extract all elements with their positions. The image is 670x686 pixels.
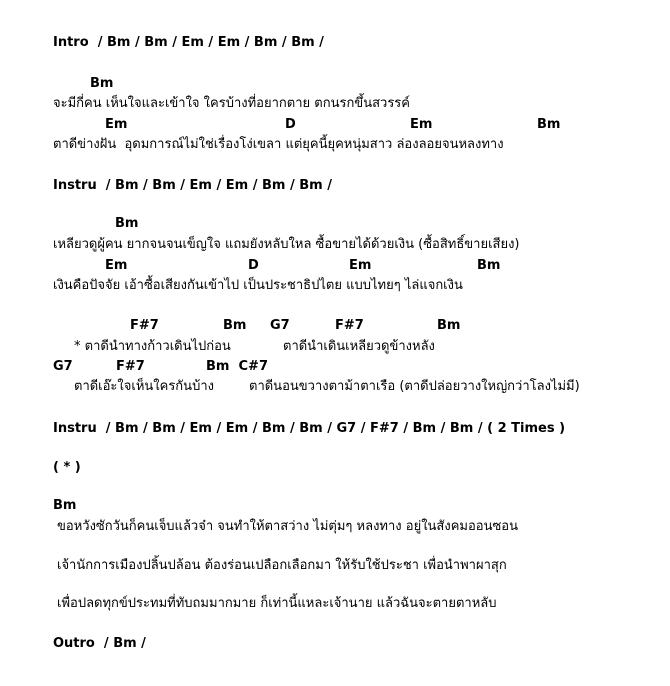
chord: G7 [270, 318, 290, 333]
chord: G7 [53, 359, 73, 374]
lyric-line: ตาดีนอนขวางตาม้าตาเรือ (ตาดีปล่อยวางใหญ่กว่าโลงไม่มี) [249, 379, 580, 394]
lyric-line: ตาดีนำเดินเหลียวดูข้างหลัง [283, 339, 435, 354]
chord: Bm [477, 258, 501, 273]
chord: Bm C#7 [206, 359, 268, 374]
chord: Bm [437, 318, 461, 333]
lyric-line: ขอหวังซักวันก็คนเจ็บแล้วจ๋า จนทำให้ตาสว่าง ไม่ตุ่มๆ หลงทาง อยู่ในสังคมออนซอน [57, 519, 518, 534]
chord: Em [349, 258, 372, 273]
chord: F#7 [116, 359, 145, 374]
chord: Em [410, 117, 433, 132]
instru-line: Instru / Bm / Bm / Em / Em / Bm / Bm / [53, 178, 332, 193]
repeat-mark: ( * ) [53, 460, 81, 475]
instru-line: Instru / Bm / Bm / Em / Em / Bm / Bm / G7 / F#7 / Bm / Bm / ( 2 Times ) [53, 421, 566, 436]
chord: Bm [53, 498, 77, 513]
chord: Em [105, 258, 128, 273]
intro-line: Intro / Bm / Bm / Em / Em / Bm / Bm / [53, 35, 324, 50]
chord: Bm [537, 117, 561, 132]
lyric-line: ตาดีข่างฝัน อุดมการณ์ไม่ใช่เรื่องโง่เขลา แต่ยุคนี้ยุคหนุ่มสาว ล่องลอยจนหลงทาง [53, 137, 504, 152]
outro-line: Outro / Bm / [53, 636, 146, 651]
chord: Em [105, 117, 128, 132]
lyric-line: * ตาดีนำทางก้าวเดินไปก่อน [74, 339, 231, 354]
chord: D [248, 258, 259, 273]
lyric-line: เจ้านักการเมืองปลิ้นปล้อน ต้องร่อนเปลือกเลือกมา ให้รับใช้ประชา เพื่อนำพาผาสุก [57, 558, 507, 573]
chord: F#7 [130, 318, 159, 333]
lyric-line: จะมีกี่คน เห็นใจและเข้าใจ ใครบ้างที่อยากตาย ตกนรกขึ้นสวรรค์ [53, 96, 410, 111]
lyric-line: เงินคือปัจจัย เอ้าซื้อเสียงกันเข้าไป เป็นประชาธิปไตย แบบไทยๆ ไล่แจกเงิน [53, 278, 463, 293]
chord: D [285, 117, 296, 132]
chord: Bm [115, 216, 139, 231]
chord: Bm [90, 76, 114, 91]
lyric-line: ตาดีเอ๊ะใจเห็นใครกันบ้าง [74, 379, 214, 394]
chord: F#7 [335, 318, 364, 333]
lyric-line: เหลียวดูผู้คน ยากจนจนเข็ญใจ แถมยังหลับใหล ซื้อขายได้ด้วยเงิน (ซื้อสิทธิ์ขายเสียง) [53, 237, 520, 252]
chord: Bm [223, 318, 247, 333]
lyric-line: เพื่อปลดทุกข์ประทมที่ทับถมมากมาย ก็เท่านี้แหละเจ้านาย แล้วฉันจะตายตาหลับ [57, 596, 497, 611]
